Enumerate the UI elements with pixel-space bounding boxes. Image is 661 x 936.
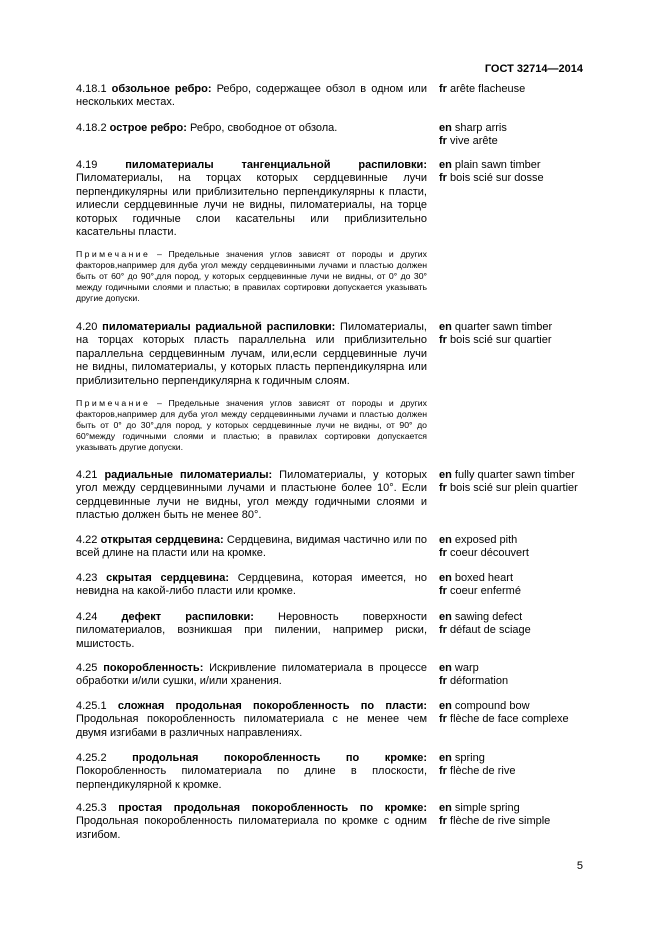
- term-translations: en fully quarter sawn timber fr bois scié sur plein quartier: [439, 469, 578, 495]
- term-definition: 4.24 дефект распиловки: Неровность поверхности пиломатериалов, возникшая при пилении, например риски, мшистость.: [76, 611, 427, 650]
- term-translations: en simple spring fr flèche de rive simple: [439, 802, 551, 828]
- term-definition: 4.18.2 острое ребро: Ребро, свободное от обзола.: [76, 122, 338, 134]
- document-header: ГОСТ 32714—2014: [484, 63, 583, 75]
- term-definition: 4.18.1 обзольное ребро: Ребро, содержащее обзол в одном или нескольких местах.: [76, 83, 427, 109]
- term-definition: 4.21 радиальные пиломатериалы: Пиломатериалы, у которых угол между сердцевинными лучами и пластьюне более 10°. Если сердцевинные лучи не видны, угол между годичными слоями и пластью должен быть не менее 80°.: [76, 469, 427, 522]
- term-translations: en spring fr flèche de rive: [439, 752, 516, 778]
- term-definition: 4.19 пиломатериалы тангенциальной распиловки:: [76, 159, 427, 171]
- note-4-20: Примечание – Предельные значения углов зависят от породы и других факторов,например для дуба угол между сердцевинными лучами и пластью должен быть от 0° до 30°,для пород, у которых сердцевинные лучи не видны, от 90° до 60°между годичными слоями и пластью; в правилах сортировки допускается указывать другие допуски.: [76, 398, 427, 453]
- term-translations: en sharp arris fr vive arête: [439, 122, 507, 148]
- term-definition-body: Продольная покоробленность пиломатериала с не менее чем двумя изгибами в различных направлениях.: [76, 713, 427, 739]
- term-translations: en boxed heart fr coeur enfermé: [439, 572, 521, 598]
- term-definition-body: Пиломатериалы, на торцах которых сердцевинные лучи перпендикулярны или приблизительно перпендикулярны к пласти, илиесли сердцевинные лучи не видны, пиломатериалы, на торце которых годичные слои касательны или приблизительно касательны пласти.: [76, 172, 427, 239]
- term-translations: en compound bow fr flèche de face complexe: [439, 700, 569, 726]
- term-translations: en sawing defect fr défaut de sciage: [439, 611, 531, 637]
- term-definition: 4.25.2 продольная покоробленность по кромке:: [76, 752, 427, 764]
- term-translations: en plain sawn timber fr bois scié sur dosse: [439, 159, 544, 185]
- page-number: 5: [576, 860, 583, 872]
- term-definition: 4.25.3 простая продольная покоробленность по кромке:: [76, 802, 427, 814]
- term-definition: 4.25 покоробленность: Искривление пиломатериала в процессе обработки и/или сушки, и/или хранения.: [76, 662, 427, 688]
- term-definition: 4.23 скрытая сердцевина: Сердцевина, которая имеется, но невидна на какой-либо пласти или кромке.: [76, 572, 427, 598]
- term-definition-body: Покоробленность пиломатериала по длине в плоскости, перпендикулярной к кромке.: [76, 765, 427, 791]
- term-translations: en warp fr déformation: [439, 662, 509, 688]
- term-definition: 4.22 открытая сердцевина: Сердцевина, видимая частично или по всей длине на пласти или на кромке.: [76, 534, 427, 560]
- term-translations: fr arête flacheuse: [439, 83, 526, 95]
- note-4-19: Примечание – Предельные значения углов зависят от породы и других факторов,например для дуба угол между сердцевинными лучами и пластью должен быть от 60° до 90°,для пород, у которых сердцевинные лучи не видны, от 0° до 30° между годичными слоями и пластью; в правилах сортировки допускается указывать другие допуски.: [76, 249, 427, 304]
- term-translations: en exposed pith fr coeur découvert: [439, 534, 529, 560]
- term-definition: 4.25.1 сложная продольная покоробленность по пласти:: [76, 700, 427, 712]
- term-translations: en quarter sawn timber fr bois scié sur quartier: [439, 321, 553, 347]
- term-definition-body: Продольная покоробленность пиломатериала по кромке с одним изгибом.: [76, 815, 427, 841]
- term-definition: 4.20 пиломатериалы радиальной распиловки: Пиломатериалы, на торцах которых пласть параллельна или приблизительно параллельна сердцевинным лучам, или,если сердцевинные лучи не видны, пиломатериалы, у которых пласть перпендикулярна или приблизительно перпендикулярна к годичным слоям.: [76, 321, 427, 387]
